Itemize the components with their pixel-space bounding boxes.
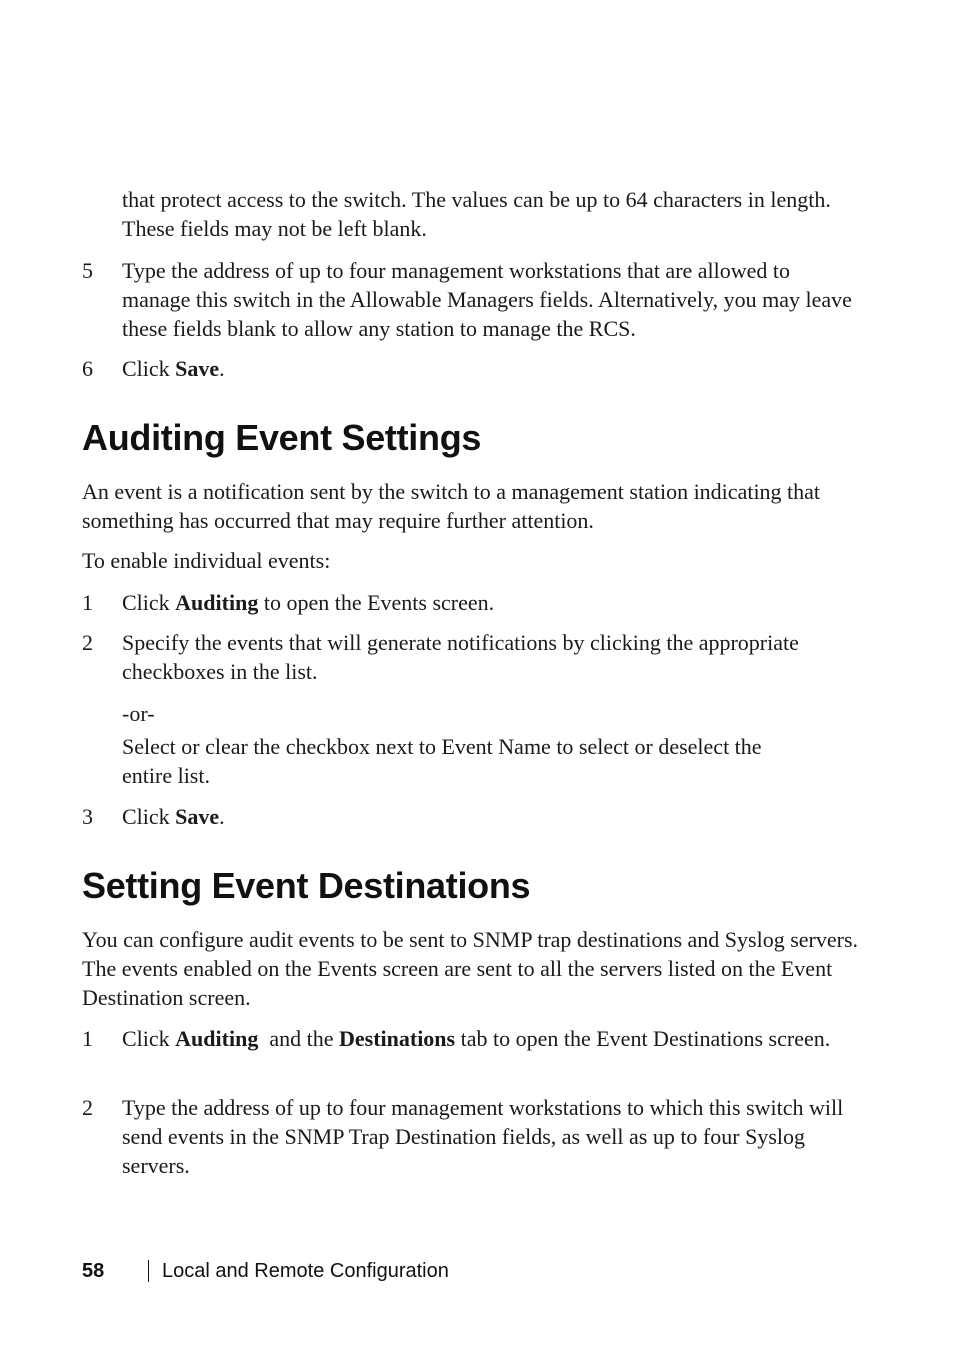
heading-auditing-event-settings: Auditing Event Settings	[82, 417, 482, 458]
step-text	[122, 588, 862, 617]
step-text-post: .	[219, 356, 225, 381]
step-text: Type the address of up to four management workstations that are allowed to manage this switch in the Allowable Managers fields. Alternatively, you may leave these fields blank to allow any station to manage the RCS.	[122, 258, 852, 341]
heading-setting-event-destinations: Setting Event Destinations	[82, 865, 531, 906]
chapter-title: Local and Remote Configuration	[162, 1260, 449, 1282]
step-number: 6	[82, 356, 93, 381]
step-number: 5	[82, 258, 93, 283]
step-text-pre: Click	[122, 1026, 176, 1051]
step-number: 2	[82, 630, 93, 655]
step-number: 2	[82, 1095, 93, 1120]
step-number: 3	[82, 804, 93, 829]
alternative-instruction: Select or clear the checkbox next to Event Name to select or deselect the entire list.	[122, 734, 762, 788]
page-number: 58	[82, 1260, 105, 1282]
step-text: Type the address of up to four management workstations to which this switch will send events in the SNMP Trap Destination fields, as well as up to four Syslog servers.	[122, 1095, 844, 1178]
step-text-post: tab to open the Event Destinations screen.	[455, 1026, 831, 1051]
auditing-label: Auditing	[175, 590, 259, 615]
step-number: 1	[82, 590, 93, 615]
auditing-label: Auditing	[175, 1026, 259, 1051]
destinations-intro-paragraph: You can configure audit events to be sent to SNMP trap destinations and Syslog servers. The events enabled on the Events screen are sent to all the servers listed on the Event Destination screen.	[82, 927, 859, 1010]
step-text-pre: Click	[122, 356, 176, 381]
auditing-lead-in: To enable individual events:	[82, 548, 331, 573]
footer-divider	[148, 1260, 149, 1282]
step-text	[122, 802, 862, 831]
or-separator: -or-	[122, 701, 155, 726]
auditing-intro-paragraph: An event is a notification sent by the switch to a management station indicating that something has occurred that may require further attention.	[82, 479, 821, 533]
step-text	[122, 354, 862, 383]
step-text: Specify the events that will generate notifications by clicking the appropriate checkboxes in the list.	[122, 630, 799, 684]
step-text-pre: Click	[122, 590, 176, 615]
save-label: Save	[175, 804, 220, 829]
step-text-post: .	[219, 804, 225, 829]
intro-continuation: that protect access to the switch. The values can be up to 64 characters in length. These fields may not be left blank.	[122, 187, 831, 241]
step-text-pre: Click	[122, 804, 176, 829]
step-text	[122, 1024, 862, 1053]
destinations-label: Destinations	[338, 1026, 456, 1051]
step-text-mid: and the	[258, 1026, 339, 1051]
save-label: Save	[175, 356, 220, 381]
step-number: 1	[82, 1026, 93, 1051]
step-text-post: to open the Events screen.	[258, 590, 495, 615]
